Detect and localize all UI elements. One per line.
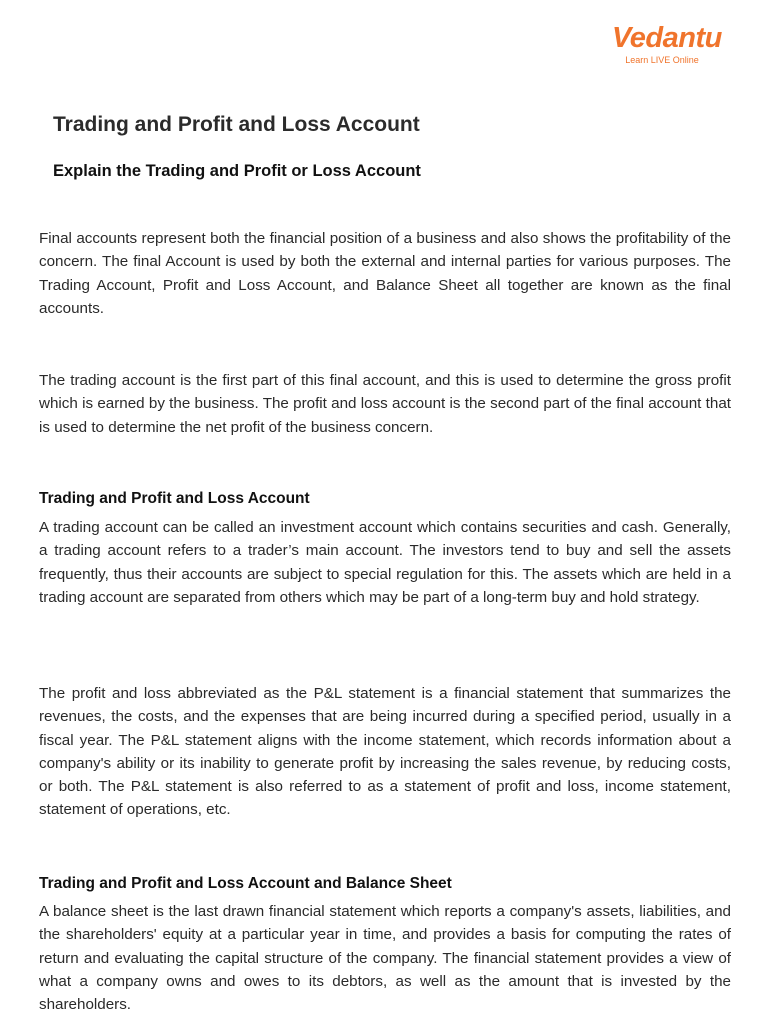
section-heading-balance-sheet: Trading and Profit and Loss Account and Balance Sheet [39, 875, 452, 892]
vedantu-logo [612, 22, 722, 65]
section-heading-trading-pl: Trading and Profit and Loss Account [39, 490, 310, 507]
paragraph-balance-sheet: A balance sheet is the last drawn financial statement which reports a company's assets, liabilities, and the shareholders' equity at a particular year in time, and provides a basis for computing the rates of return and evaluating the capital structure of the company. The financial statement provides a view of what a company owns and owes to its debtors, as well as the amount that is invested by the shareholders. [39, 903, 731, 1014]
paragraph-pl-statement: The profit and loss abbreviated as the P&L statement is a financial statement that summarizes the revenues, the costs, and the expenses that are being incurred during a specified period, usually in a fiscal year. The P&L statement aligns with the income statement, which records information about a company's ability or its inability to generate profit by increasing the sales revenue, by reducing costs, or both. The P&L statement is also referred to as a statement of profit and loss, income statement, statement of operations, etc. [39, 685, 731, 819]
logo-tagline: Learn LIVE Online [625, 55, 699, 65]
paragraph-trading-account-definition: A trading account can be called an investment account which contains securities and cash. Generally, a trading account refers to a trader’s main account. The investors tend to buy and sell the assets frequently, thus their accounts are subject to special regulation for this. The assets which are held in a trading account are separated from others which may be part of a long-term buy and hold strategy. [39, 519, 731, 606]
paragraph-trading-account: The trading account is the first part of this final account, and this is used to determine the gross profit which is earned by the business. The profit and loss account is the second part of the final account that is used to determine the net profit of the business concern. [39, 372, 731, 436]
page-subtitle: Explain the Trading and Profit or Loss Account [53, 162, 421, 180]
logo-brand-name: Vedantu [612, 22, 722, 54]
page-title: Trading and Profit and Loss Account [53, 113, 420, 136]
paragraph-final-accounts: Final accounts represent both the financial position of a business and also shows the profitability of the concern. The final Account is used by both the external and internal parties for various purposes. The Trading Account, Profit and Loss Account, and Balance Sheet all together are known as the final accounts. [39, 230, 731, 317]
